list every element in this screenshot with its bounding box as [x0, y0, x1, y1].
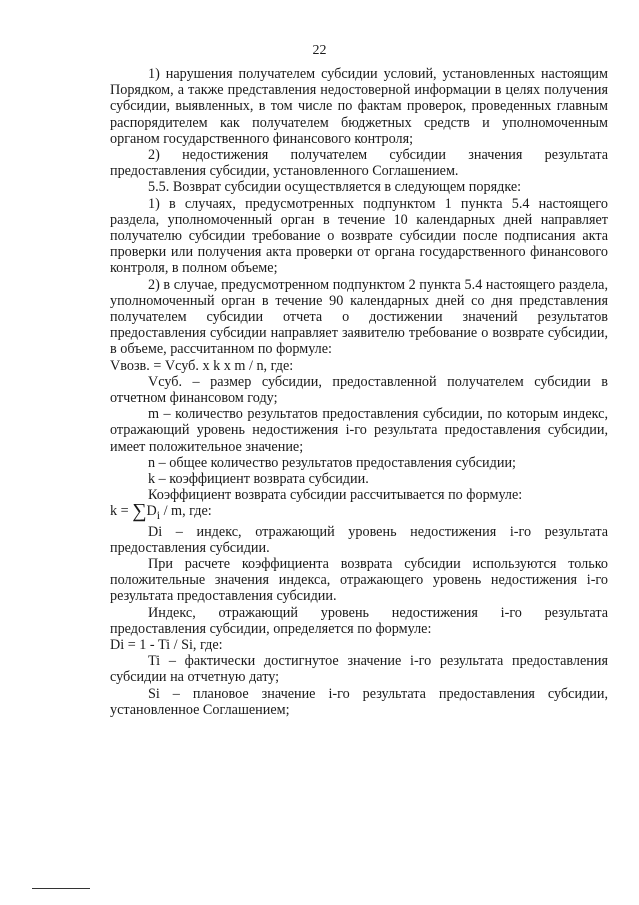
paragraph: k – коэффициент возврата субсидии. — [148, 471, 369, 488]
formula-term: D — [146, 503, 157, 520]
paragraph: Vсуб. – размер субсидии, предоставленной получателем субсидии в отчетном финансовом году; — [110, 373, 608, 407]
paragraph: Коэффициент возврата субсидии рассчитывается по формуле: — [148, 487, 523, 504]
paragraph: Ti – фактически достигнутое значение i-го результата предоставления субсидии на отчетную дату; — [110, 653, 608, 686]
sum-symbol: ∑ — [132, 500, 147, 523]
paragraph: 2) в случае, предусмотренном подпунктом 2 пункта 5.4 настоящего раздела, уполномоченный орган в течение 90 календарных дней со дня представления получателем субсидии отчета о достижении значений результатов предоставления субсидии направляет заявителю требование о возврате субсидии, в объеме, рассчитанном по формуле: — [110, 276, 608, 358]
formula-left: k = — [110, 503, 133, 520]
footnote-separator — [32, 888, 90, 889]
page-number: 22 — [312, 43, 327, 58]
formula-index: Di = 1 - Ti / Si, где: — [110, 636, 223, 653]
paragraph: n – общее количество результатов предоставления субсидии; — [148, 454, 516, 471]
formula-coefficient — [110, 500, 608, 523]
paragraph: 5.5. Возврат субсидии осуществляется в следующем порядке: — [148, 179, 522, 196]
paragraph: m – количество результатов предоставления субсидии, по которым индекс, отражающий уровень недостижения i-го результата предоставления субсидии, имеет положительное значение; — [110, 406, 608, 455]
paragraph: При расчете коэффициента возврата субсидии используются только положительные значения индекса, отражающего уровень недостижения i-го результата предоставления субсидии. — [110, 555, 608, 605]
document-body — [110, 66, 608, 718]
paragraph: 1) в случаях, предусмотренных подпунктом 1 пункта 5.4 настоящего раздела, уполномоченный орган в течение 10 календарных дней направляет получателю субсидии требование о возврате субсидии после подписания акта проверки или получения акта проверки от органа государственного финансового контроля, в полном объеме; — [110, 195, 608, 277]
paragraph: Di – индекс, отражающий уровень недостижения i-го результата предоставления субсидии. — [110, 523, 608, 556]
paragraph: 1) нарушения получателем субсидии условий, установленных настоящим Порядком, а также представления недостоверной информации в целях получения субсидии, выявленных, в том числе по фактам проверок, проведенных главным распорядителем как получателем бюджетных средств и уполномоченным органом государственного финансового контроля; — [110, 66, 608, 147]
paragraph: Индекс, отражающий уровень недостижения i-го результата предоставления субсидии, определяется по формуле: — [110, 604, 608, 637]
paragraph: Si – плановое значение i-го результата предоставления субсидии, установленное Соглашением; — [110, 685, 608, 718]
paragraph: 2) недостижения получателем субсидии значения результата предоставления субсидии, установленного Соглашением. — [110, 147, 608, 180]
formula-right: / m, где: — [160, 503, 212, 520]
formula-return-volume: Vвозв. = Vсуб. x k x m / n, где: — [110, 357, 294, 374]
formula-subscript: i — [156, 508, 161, 523]
